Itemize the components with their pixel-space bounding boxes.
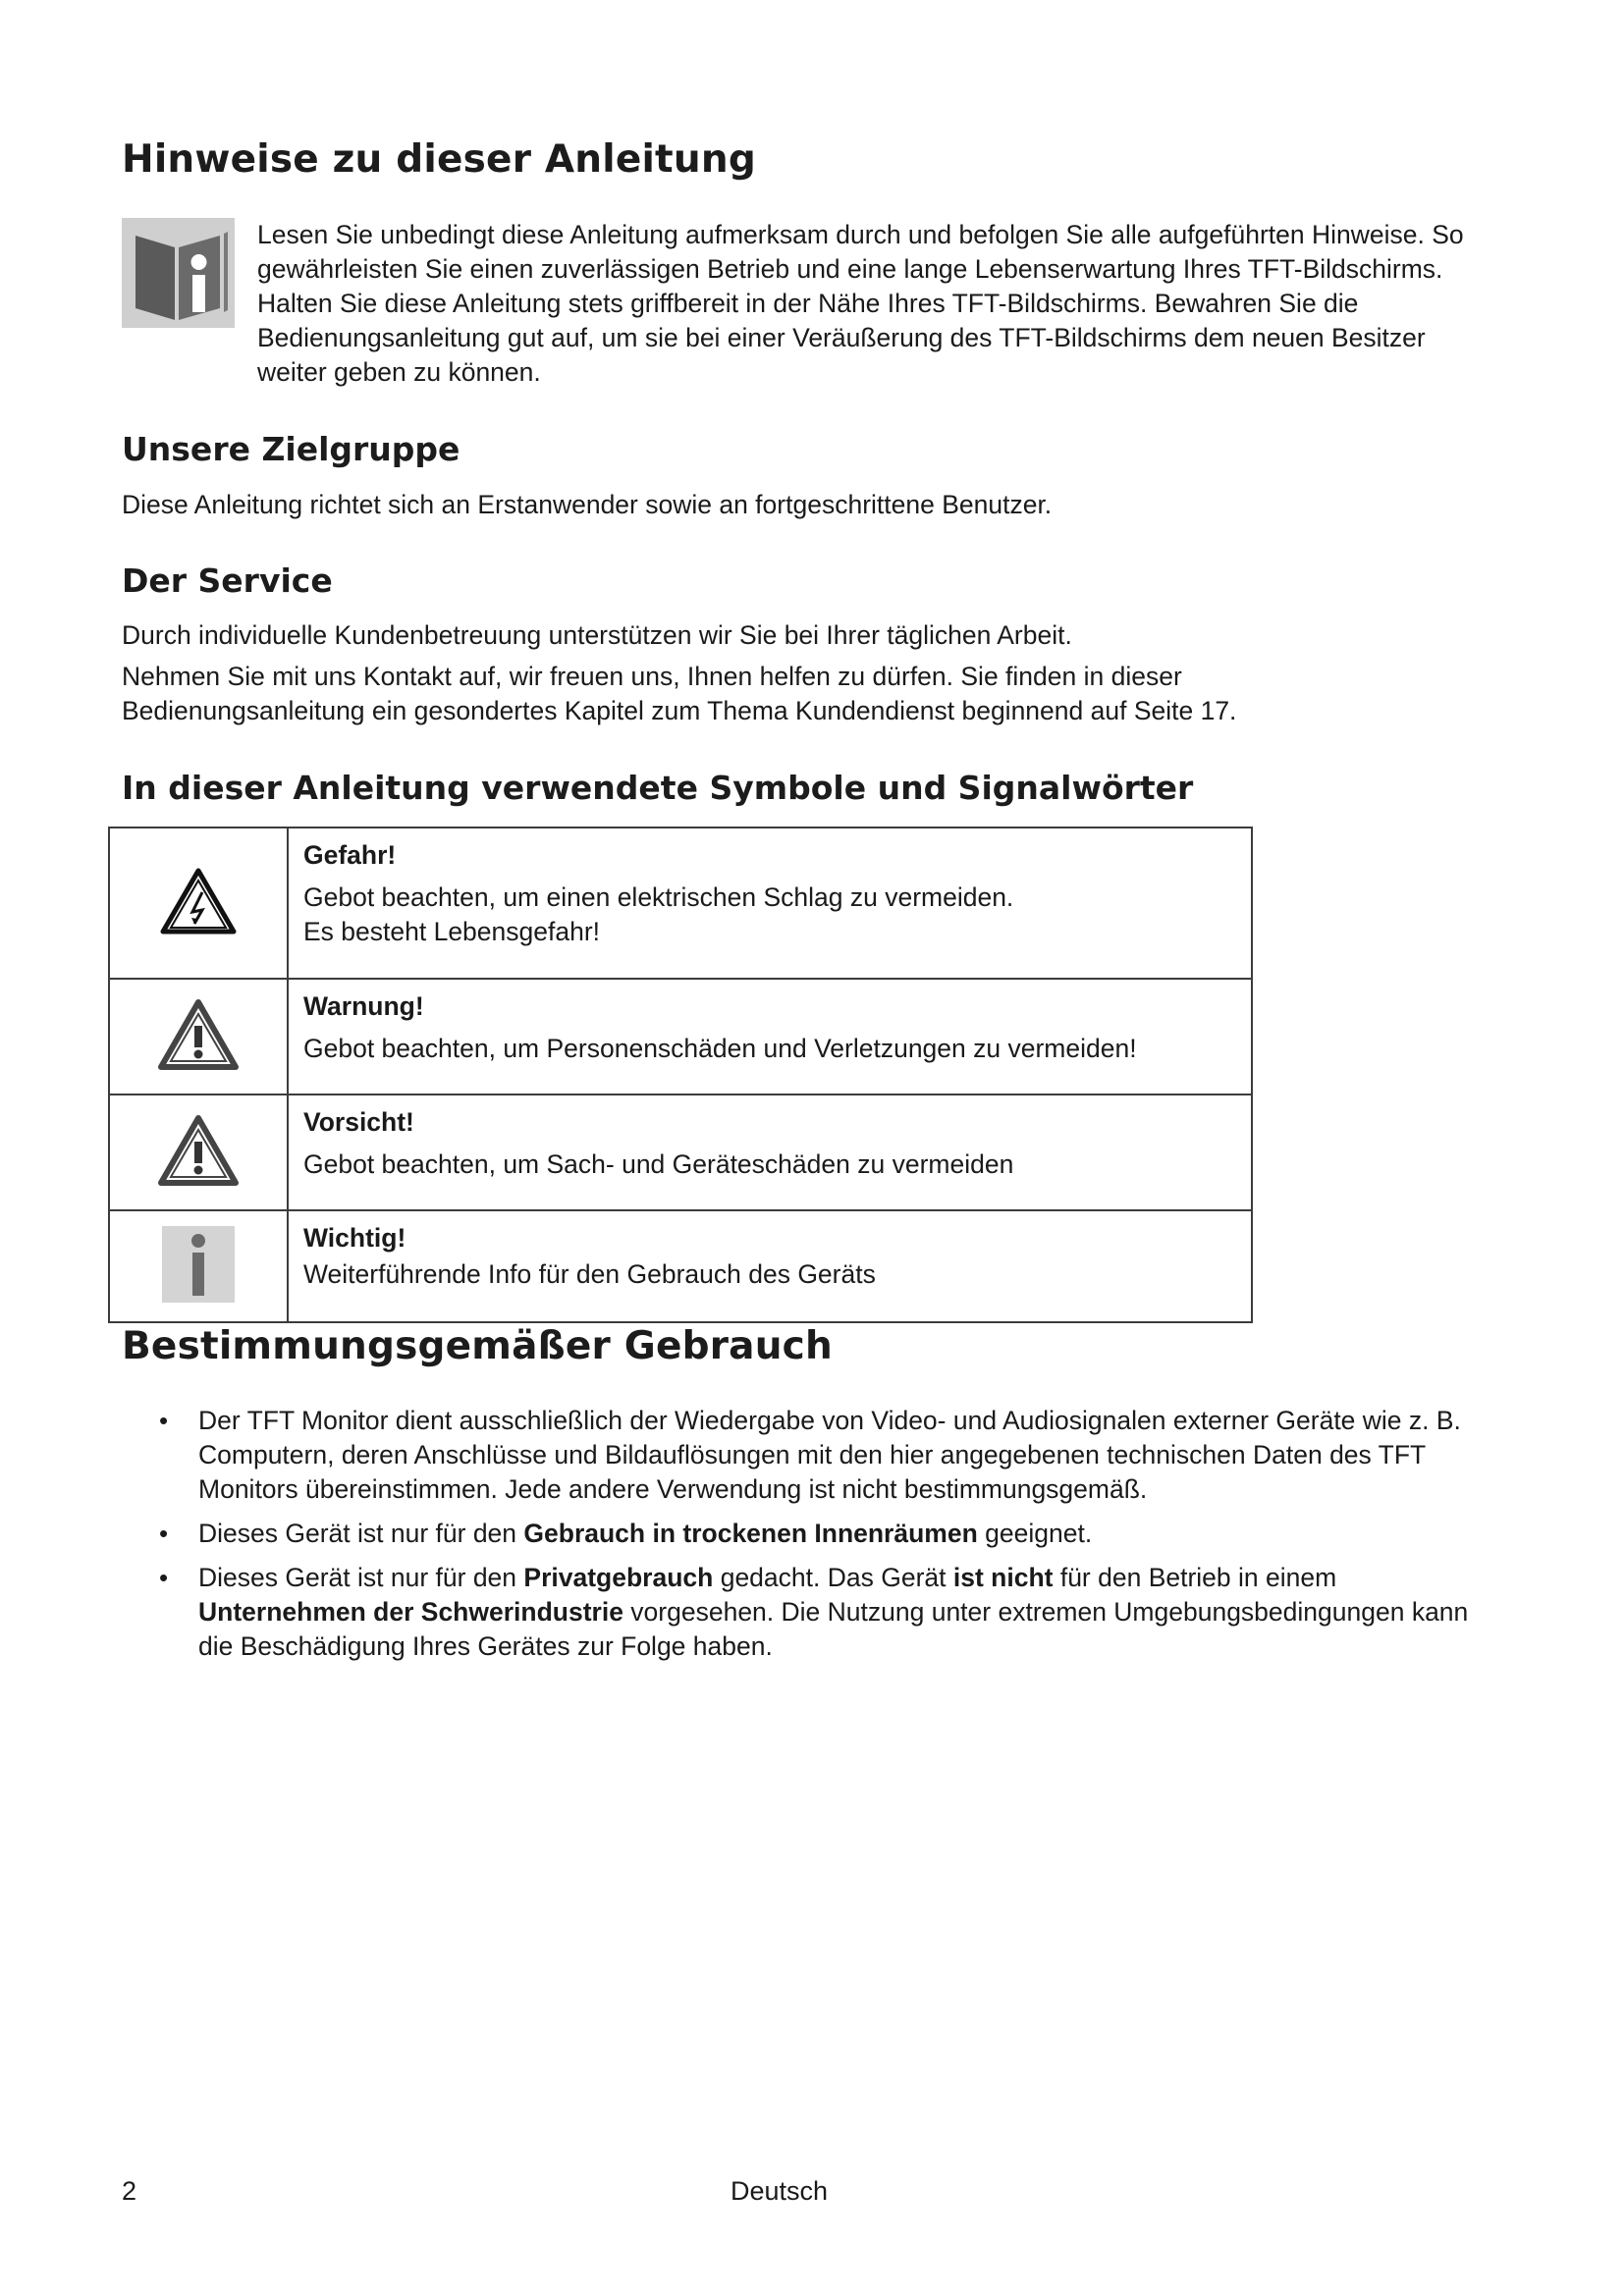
signal-word-warning: Warnung! [303, 991, 424, 1021]
symbols-table [108, 827, 1253, 1323]
heading-intended-use: Bestimmungsgemäßer Gebrauch [122, 1324, 833, 1368]
usage-bullet-1: Der TFT Monitor dient ausschließlich der Wiedergabe von Video- und Audiosignalen externer Geräte wie z. B. Computern, deren Anschlüsse und Bildauflösungen mit den hier angegebenen technischen Daten des TFT Monitors übereinstimmen. Jede andere Verwendung ist nicht bestimmungsgemäß. [198, 1406, 1461, 1504]
heading-notes: Hinweise zu dieser Anleitung [122, 137, 756, 182]
signal-description: Gebot beachten, um einen elektrischen Schlag zu vermeiden. [303, 882, 1014, 912]
electric-hazard-icon [159, 867, 238, 935]
list-item: • Dieses Gerät ist nur für den Gebrauch in trockenen Innenräumen geeignet. [157, 1517, 1492, 1551]
heading-symbols: In dieser Anleitung verwendete Symbole und Signalwörter [122, 769, 1194, 807]
list-item [157, 1404, 1492, 1507]
emphasis: Unternehmen der Schwerindustrie [198, 1597, 623, 1627]
table-row [109, 828, 1252, 979]
warning-icon [157, 1114, 240, 1187]
table-row [109, 1095, 1252, 1210]
signal-description: Gebot beachten, um Personenschäden und Verletzungen zu vermeiden! [303, 1034, 1137, 1063]
signal-word-caution: Vorsicht! [303, 1107, 414, 1137]
emphasis: Gebrauch in trockenen Innenräumen [523, 1519, 978, 1548]
service-text-2: Nehmen Sie mit uns Kontakt auf, wir freuen uns, Ihnen helfen zu dürfen. Sie finden in dieser Bedienungsanleitung ein gesondertes Kapitel zum Thema Kundendienst beginnend auf Seite 17. [122, 662, 1237, 725]
usage-list [157, 1404, 1492, 1674]
heading-target-group: Unsere Zielgruppe [122, 430, 460, 468]
notes-paragraph: Lesen Sie unbedingt diese Anleitung aufmerksam durch und befolgen Sie alle aufgeführten Hinweise. So gewährleisten Sie einen zuverlässigen Betrieb und eine lange Lebenserwartung Ihres TFT-Bildschirms. Halten Sie diese Anleitung stets griffbereit in der Nähe Ihres TFT-Bildschirms. Bewahren Sie die Bedienungsanleitung gut auf, um sie bei einer Veräußerung des TFT-Bildschirms dem neuen Besitzer weiter geben zu können. [257, 220, 1464, 387]
signal-description: Weiterführende Info für den Gebrauch des Geräts [303, 1259, 876, 1289]
info-icon [162, 1226, 235, 1303]
heading-service: Der Service [122, 561, 333, 600]
page-number: 2 [122, 2176, 137, 2206]
service-text-1: Durch individuelle Kundenbetreuung unterstützen wir Sie bei Ihrer täglichen Arbeit. [122, 620, 1072, 650]
table-row [109, 1210, 1252, 1322]
table-row [109, 979, 1252, 1095]
list-item: • Dieses Gerät ist nur für den Privatgebrauch gedacht. Das Gerät ist nicht für den Betrieb in einem Unternehmen der Schwerindustrie vorgesehen. Die Nutzung unter extremen Umgebungsbedingungen kann die Beschädigung Ihres Gerätes zur Folge haben. [157, 1561, 1492, 1664]
signal-word-important: Wichtig! [303, 1223, 406, 1253]
footer-language: Deutsch [731, 2176, 829, 2206]
info-book-icon [122, 218, 235, 328]
target-group-text: Diese Anleitung richtet sich an Erstanwender sowie an fortgeschrittene Benutzer. [122, 490, 1053, 519]
warning-icon [157, 998, 240, 1071]
emphasis: ist nicht [952, 1563, 1054, 1592]
signal-word-danger: Gefahr! [303, 840, 397, 870]
signal-description: Es besteht Lebensgefahr! [303, 917, 601, 946]
signal-description: Gebot beachten, um Sach- und Geräteschäden zu vermeiden [303, 1149, 1014, 1179]
emphasis: Privatgebrauch [523, 1563, 714, 1592]
